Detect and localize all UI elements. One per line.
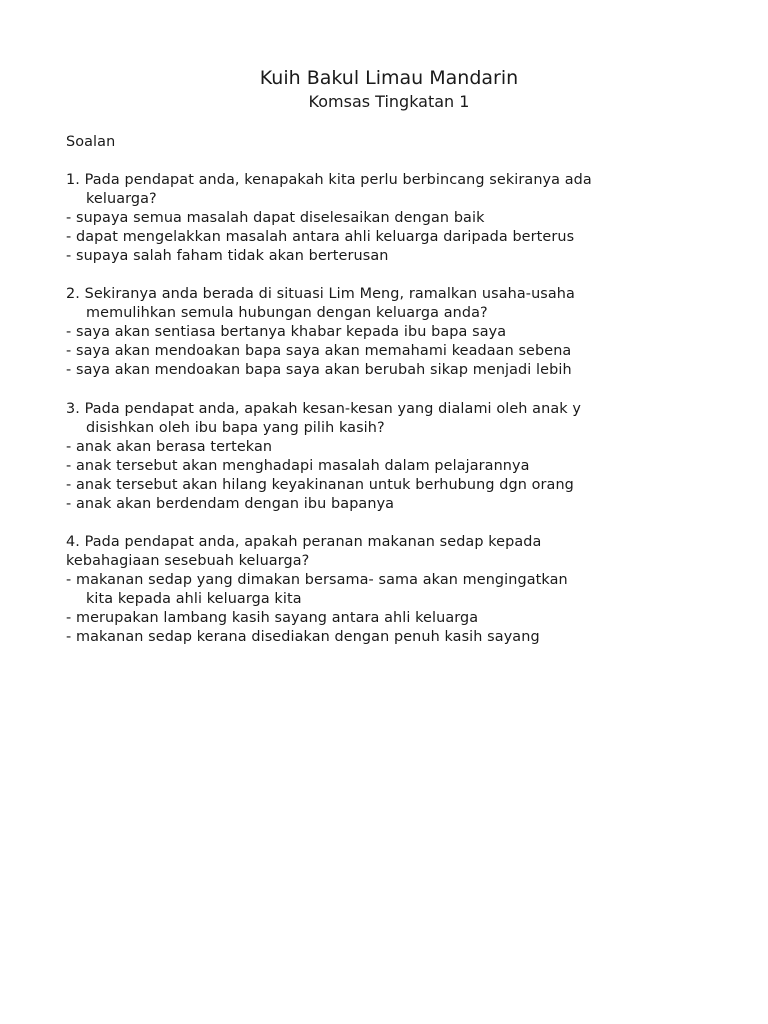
question-1-answer-3: - supaya salah faham tidak akan berterusan bbox=[66, 248, 389, 264]
question-4-answer-3: - makanan sedap kerana disediakan dengan penuh kasih sayang bbox=[66, 629, 540, 645]
question-3-answer-4: - anak akan berdendam dengan ibu bapanya bbox=[66, 496, 395, 512]
document-subtitle: Komsas Tingkatan 1 bbox=[308, 92, 470, 111]
question-2-answer-1: - saya akan sentiasa bertanya khabar kepada ibu bapa saya bbox=[66, 324, 507, 340]
document-body bbox=[66, 133, 608, 733]
question-2-line-1: 2. Sekiranya anda berada di situasi Lim Meng, ramalkan usaha-usaha bbox=[66, 286, 575, 302]
question-3-line-1: 3. Pada pendapat anda, apakah kesan-kesan yang dialami oleh anak y bbox=[66, 401, 581, 417]
question-4-answer-2: - merupakan lambang kasih sayang antara ahli keluarga bbox=[66, 610, 479, 626]
question-2-answer-3: - saya akan mendoakan bapa saya akan berubah sikap menjadi lebih bbox=[66, 362, 572, 378]
question-1-answer-1: - supaya semua masalah dapat diselesaikan dengan baik bbox=[66, 210, 485, 226]
question-1-line-2: keluarga? bbox=[86, 191, 157, 207]
section-label: Soalan bbox=[66, 134, 116, 150]
document-title: Kuih Bakul Limau Mandarin bbox=[259, 67, 519, 89]
question-3-answer-3: - anak tersebut akan hilang keyakinanan untuk berhubung dgn orang bbox=[66, 477, 574, 493]
question-4-line-2: kebahagiaan sesebuah keluarga? bbox=[66, 553, 310, 569]
question-4-line-1: 4. Pada pendapat anda, apakah peranan makanan sedap kepada bbox=[66, 534, 542, 550]
question-4-answer-1-continued: kita kepada ahli keluarga kita bbox=[86, 591, 302, 607]
question-3-answer-1: - anak akan berasa tertekan bbox=[66, 439, 273, 455]
question-4-answer-1: - makanan sedap yang dimakan bersama- sama akan mengingatkan bbox=[66, 572, 568, 588]
question-3-answer-2: - anak tersebut akan menghadapi masalah dalam pelajarannya bbox=[66, 458, 530, 474]
question-2-line-2: memulihkan semula hubungan dengan keluarga anda? bbox=[86, 305, 488, 321]
question-2-answer-2: - saya akan mendoakan bapa saya akan memahami keadaan sebena bbox=[66, 343, 572, 359]
question-1-answer-2: - dapat mengelakkan masalah antara ahli keluarga daripada berterus bbox=[66, 229, 575, 245]
question-3-line-2: disishkan oleh ibu bapa yang pilih kasih? bbox=[86, 420, 385, 436]
question-1-line-1: 1. Pada pendapat anda, kenapakah kita perlu berbincang sekiranya ada bbox=[66, 172, 592, 188]
